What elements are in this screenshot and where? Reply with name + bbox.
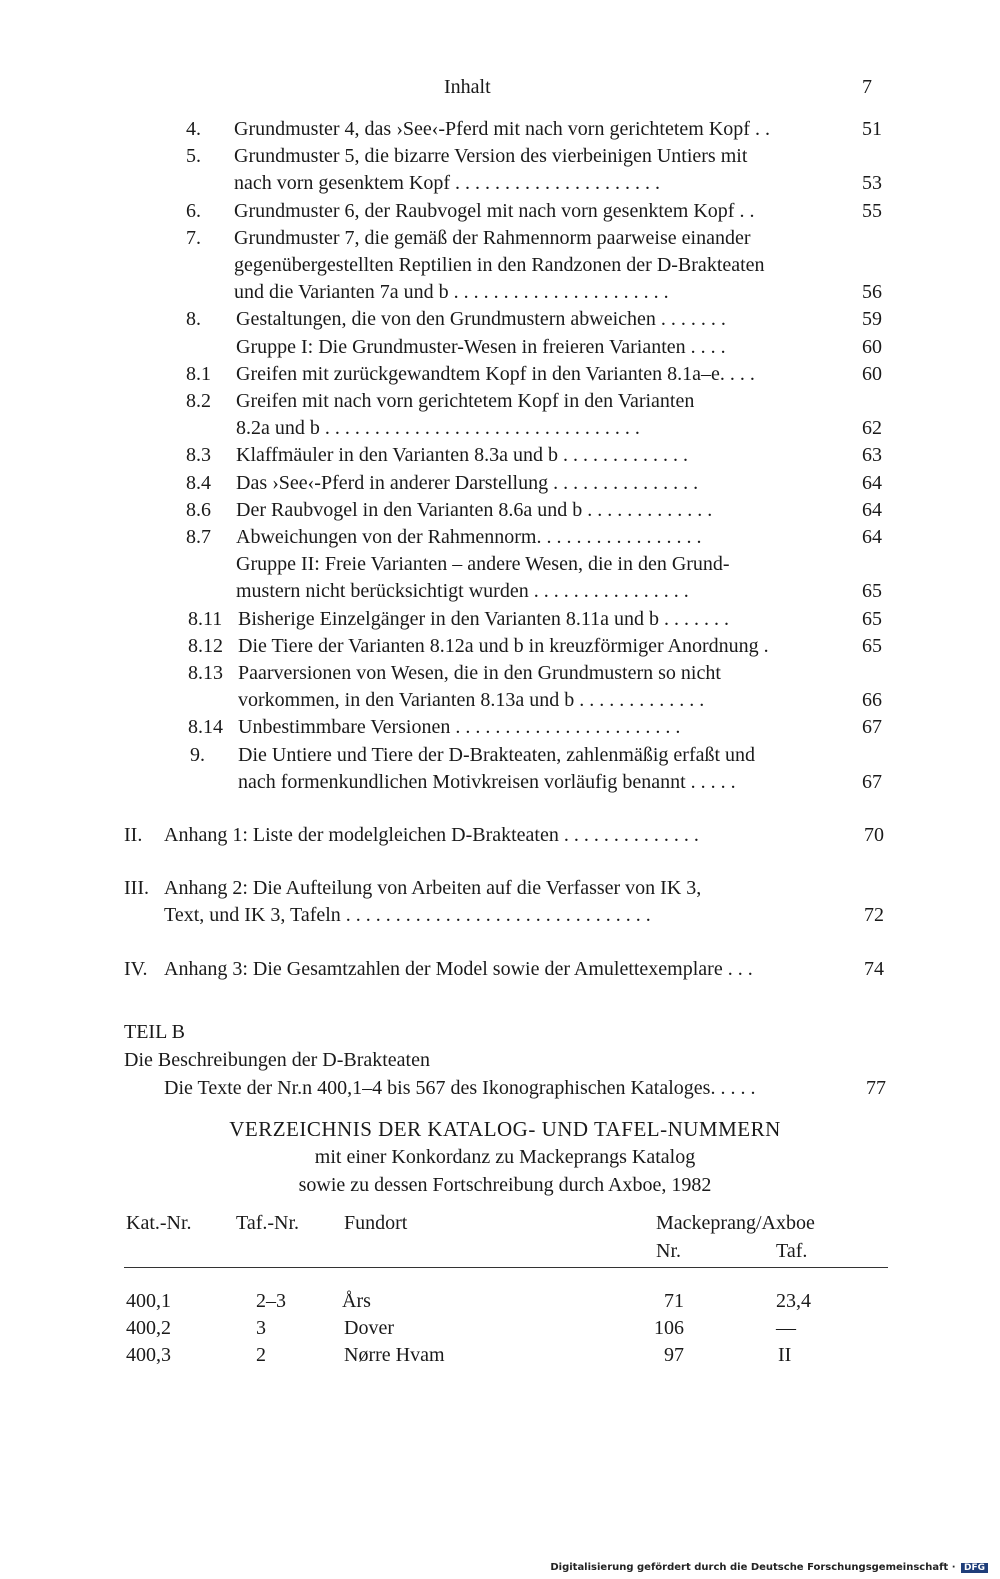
toc-entry [0, 714, 1000, 741]
toc-entry-text: Gruppe II: Freie Varianten – andere Wesen, die in den Grund- mustern nicht berücksichtigt wurden . . . . . . . . . . . . . . . . [236, 553, 730, 603]
cell-taf2: II [778, 1344, 792, 1366]
toc-entry-number: 8.13 [188, 662, 223, 685]
toc-entry-page: 62 [862, 417, 882, 440]
column-header-nr: Nr. [656, 1240, 681, 1262]
toc-group-heading [0, 551, 1000, 605]
toc-entry-number: 6. [186, 199, 201, 222]
dfg-logo: DFG [961, 1563, 988, 1573]
toc-entry-number: 8.11 [188, 607, 223, 630]
running-header-title: Inhalt [444, 76, 491, 98]
toc-entry-page: 67 [862, 770, 882, 793]
toc-entry-text: Das ›See‹-Pferd in anderer Darstellung . . . . . . . . . . . . . . . [236, 471, 699, 494]
toc-entry [0, 470, 1000, 497]
toc-section-text: Anhang 1: Liste der modelgleichen D-Brakteaten . . . . . . . . . . . . . . [164, 824, 699, 847]
toc-entry-text: Grundmuster 7, die gemäß der Rahmennorm paarweise einander gegenübergestellten Reptilien in den Randzonen der D-Brakteaten und die Varianten 7a und b . . . . . . . . . . . . . . . . . . . . . . [234, 226, 765, 304]
cell-taf2: 23,4 [776, 1290, 811, 1312]
toc-entry-text: Abweichungen von der Rahmennorm. . . . . . . . . . . . . . . . . [236, 526, 702, 549]
toc-section-number: III. [124, 877, 149, 900]
toc-entry-text: Die Tiere der Varianten 8.12a und b in kreuzförmiger Anordnung . [238, 634, 769, 657]
teil-b-subheading: Die Beschreibungen der D-Brakteaten [124, 1049, 430, 1071]
toc-entry-page: 65 [862, 634, 882, 657]
cell-nr: 106 [654, 1317, 684, 1339]
verzeichnis-title: VERZEICHNIS DER KATALOG- UND TAFEL-NUMMERN [229, 1117, 781, 1141]
toc-section [0, 956, 1000, 983]
toc-section [0, 875, 1000, 929]
toc-entry [0, 497, 1000, 524]
toc-entry-number: 8.4 [186, 471, 211, 494]
toc-section-page: 74 [864, 957, 884, 980]
cell-nr: 71 [664, 1290, 684, 1312]
toc-entry-page: 53 [862, 172, 882, 195]
table-row [124, 1290, 888, 1318]
toc-section-page: 70 [864, 824, 884, 847]
toc-entry-text: Der Raubvogel in den Varianten 8.6a und b . . . . . . . . . . . . . [236, 498, 713, 521]
toc-group-heading [0, 334, 1000, 361]
toc-section [0, 822, 1000, 849]
toc-entry-page: 65 [862, 607, 882, 630]
table-rule [124, 1267, 888, 1268]
column-header-taf2: Taf. [776, 1240, 808, 1262]
cell-taf: 2 [256, 1344, 266, 1366]
toc-section-page: 72 [864, 904, 884, 927]
column-header-kat: Kat.-Nr. [126, 1212, 192, 1234]
toc-entry-text: Gruppe I: Die Grundmuster-Wesen in freieren Varianten . . . . [236, 335, 726, 358]
toc-entry-text: Grundmuster 5, die bizarre Version des vierbeinigen Untiers mit nach vorn gesenktem Kopf . . . . . . . . . . . . . . . . . . . . . [234, 145, 748, 195]
toc-entry [0, 524, 1000, 551]
column-header-fundort: Fundort [344, 1212, 408, 1234]
footer-text: Digitalisierung gefördert durch die Deutsche Forschungsgemeinschaft · [550, 1562, 956, 1573]
toc-section-number: II. [124, 824, 143, 847]
cell-kat: 400,3 [126, 1344, 171, 1366]
toc-entry-text: Greifen mit nach vorn gerichtetem Kopf in den Varianten 8.2a und b . . . . . . . . . . . . . . . . . . . . . . . . . . . . . . . . [236, 390, 695, 440]
teil-b-block [124, 1018, 894, 1102]
toc-entry-page: 56 [862, 281, 882, 304]
cell-kat: 400,2 [126, 1317, 171, 1339]
verzeichnis-subtitle: mit einer Konkordanz zu Mackeprangs Katalog [314, 1146, 696, 1168]
toc-entry-text: Grundmuster 6, der Raubvogel mit nach vorn gesenktem Kopf . . [234, 199, 755, 222]
cell-taf2: — [776, 1317, 796, 1339]
digitization-footer [550, 1562, 988, 1573]
toc-entry-page: 66 [862, 689, 882, 712]
toc-entry [0, 225, 1000, 307]
cell-fundort: Nørre Hvam [344, 1344, 445, 1366]
toc-section-text: Anhang 2: Die Aufteilung von Arbeiten auf die Verfasser von IK 3, Text, und IK 3, Tafeln . . . . . . . . . . . . . . . . . . . . . . . . . . . . . . . [164, 877, 702, 927]
toc-entry [0, 742, 1000, 796]
toc-entry-page: 63 [862, 444, 882, 467]
toc-entry-page: 60 [862, 335, 882, 358]
verzeichnis-subtitle: sowie zu dessen Fortschreibung durch Axboe, 1982 [298, 1174, 712, 1196]
toc-entry-page: 55 [862, 199, 882, 222]
teil-b-page: 77 [866, 1077, 886, 1099]
toc-entry-number: 8.6 [186, 498, 211, 521]
toc-entry-page: 64 [862, 498, 882, 521]
teil-b-heading: TEIL B [124, 1021, 185, 1043]
cell-fundort: Dover [344, 1317, 394, 1339]
toc-entry [0, 361, 1000, 388]
toc-entry-text: Greifen mit zurückgewandtem Kopf in den Varianten 8.1a–e. . . . [236, 362, 755, 385]
column-header-mackeprang: Mackeprang/Axboe [656, 1212, 815, 1234]
column-header-taf: Taf.-Nr. [236, 1212, 300, 1234]
toc-entry-text: Bisherige Einzelgänger in den Varianten 8.11a und b . . . . . . . [238, 607, 729, 630]
toc-entry [0, 116, 1000, 143]
toc-entry-page: 59 [862, 308, 882, 331]
toc-entry-text: Grundmuster 4, das ›See‹-Pferd mit nach vorn gerichtetem Kopf . . [234, 118, 770, 140]
toc-entry-number: 8.14 [188, 716, 223, 739]
toc-entry-number: 9. [190, 743, 205, 766]
toc-entry-page: 51 [862, 118, 882, 140]
toc-entry-number: 4. [186, 118, 201, 140]
toc-entry-number: 8.3 [186, 444, 211, 467]
cell-fundort: Års [342, 1290, 371, 1312]
cell-taf: 2–3 [256, 1290, 286, 1312]
toc-entry-text: Unbestimmbare Versionen . . . . . . . . . . . . . . . . . . . . . . . [238, 716, 681, 739]
toc-entry [0, 633, 1000, 660]
toc-entry-number: 8.1 [186, 362, 211, 385]
toc-entry-number: 8. [186, 308, 201, 331]
toc-entry-page: 60 [862, 362, 882, 385]
toc-entry [0, 143, 1000, 197]
teil-b-entry: Die Texte der Nr.n 400,1–4 bis 567 des Ikonographischen Kataloges. . . . . [164, 1077, 756, 1099]
toc-list [0, 116, 1000, 983]
toc-entry-number: 7. [186, 226, 201, 249]
toc-entry-page: 64 [862, 526, 882, 549]
toc-entry-page: 64 [862, 471, 882, 494]
toc-entry-text: Die Untiere und Tiere der D-Brakteaten, zahlenmäßig erfaßt und nach formenkundlichen Motivkreisen vorläufig benannt . . . . . [238, 743, 756, 793]
toc-entry-text: Paarversionen von Wesen, die in den Grundmustern so nicht vorkommen, in den Varianten 8.13a und b . . . . . . . . . . . . . [238, 662, 721, 712]
toc-entry-number: 8.7 [186, 526, 211, 549]
toc-section-number: IV. [124, 957, 148, 980]
toc-entry [0, 306, 1000, 333]
toc-entry [0, 660, 1000, 714]
toc-entry [0, 198, 1000, 225]
toc-entry-page: 67 [862, 716, 882, 739]
toc-entry-number: 5. [186, 145, 201, 168]
cell-nr: 97 [664, 1344, 684, 1366]
toc-entry-number: 8.2 [186, 390, 211, 413]
table-row [124, 1317, 888, 1345]
toc-entry [0, 388, 1000, 442]
toc-section-text: Anhang 3: Die Gesamtzahlen der Model sowie der Amulettexemplare . . . [164, 957, 753, 980]
table-row [124, 1344, 888, 1372]
toc-entry [0, 606, 1000, 633]
toc-entry [0, 442, 1000, 469]
cell-kat: 400,1 [126, 1290, 171, 1312]
toc-entry-text: Klaffmäuler in den Varianten 8.3a und b . . . . . . . . . . . . . [236, 444, 688, 467]
toc-entry-number: 8.12 [188, 634, 223, 657]
verzeichnis-heading [0, 1115, 1000, 1199]
toc-entry-text: Gestaltungen, die von den Grundmustern abweichen . . . . . . . [236, 308, 726, 331]
toc-entry-page: 65 [862, 580, 882, 603]
cell-taf: 3 [256, 1317, 266, 1339]
page-number: 7 [862, 76, 872, 98]
